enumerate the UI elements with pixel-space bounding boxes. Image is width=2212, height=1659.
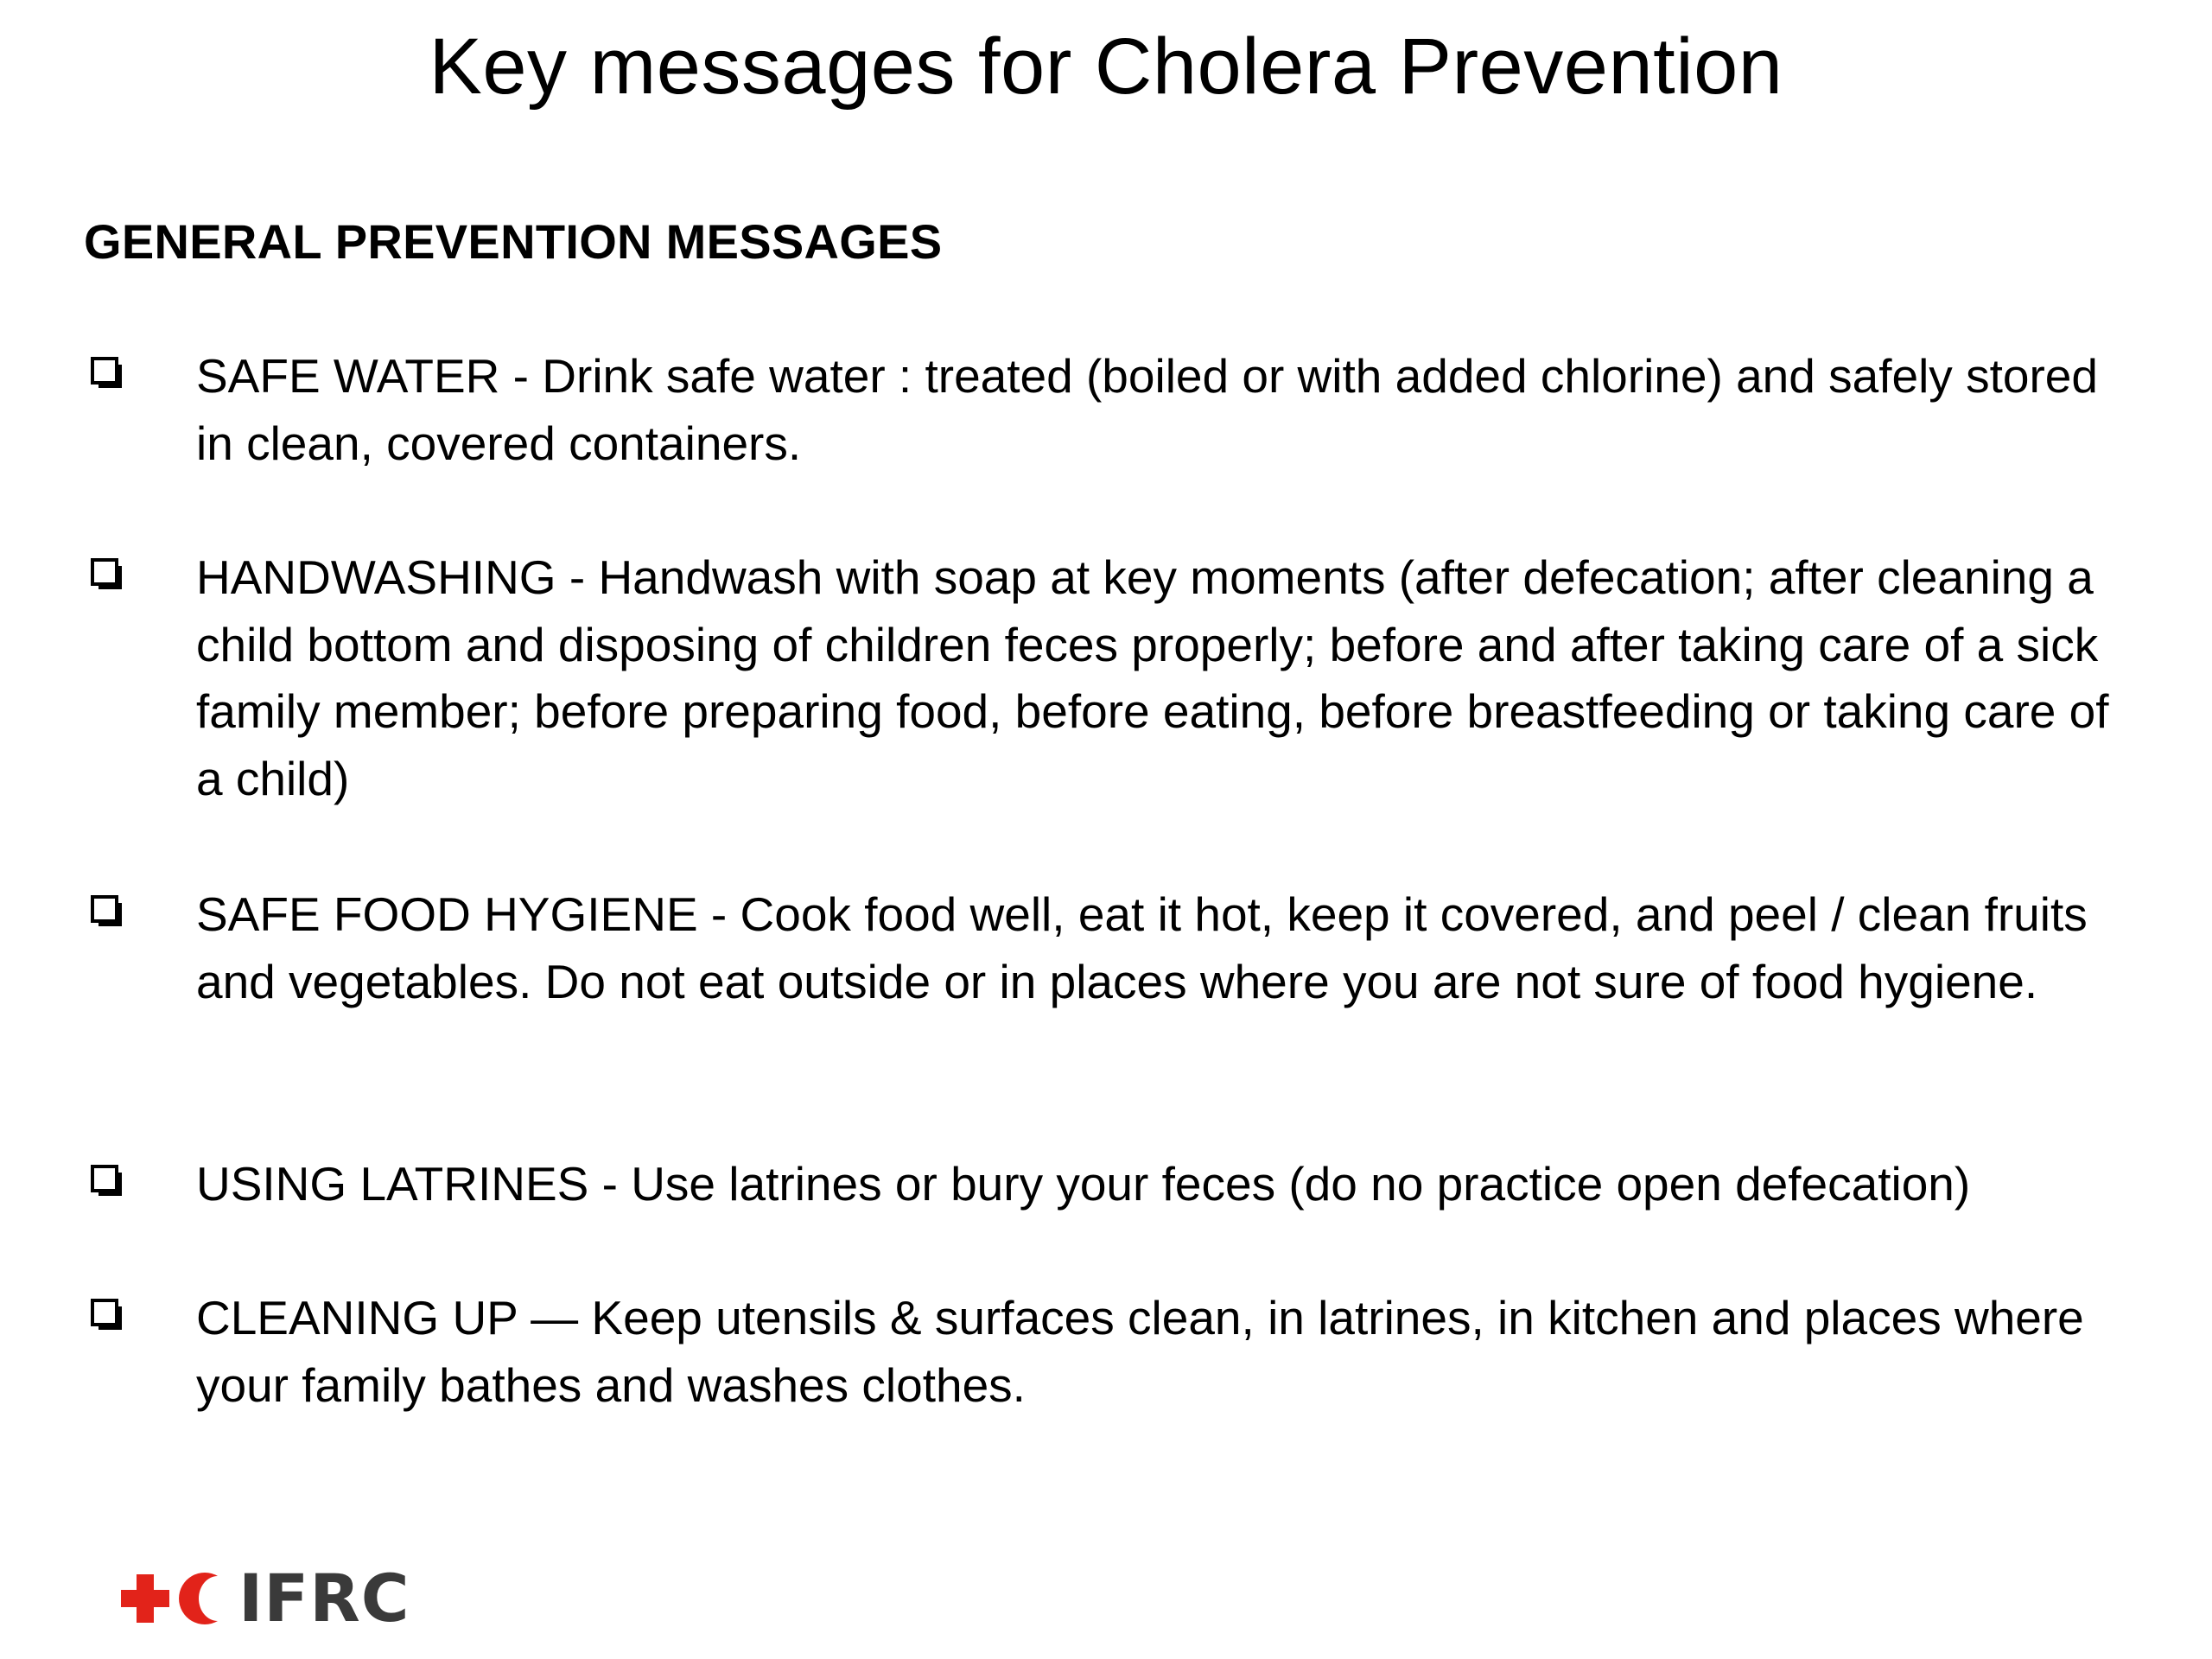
checkbox-icon (91, 895, 124, 928)
list-item-text: USING LATRINES - Use latrines or bury your feces (do no practice open defecation) (196, 1157, 1971, 1211)
list-item-text: SAFE WATER - Drink safe water : treated (boiled or with added chlorine) and safely stored in clean, covered containers. (196, 349, 2098, 470)
checkbox-icon (91, 558, 124, 591)
checkbox-icon (91, 357, 124, 390)
section-heading: GENERAL PREVENTION MESSAGES (84, 214, 943, 269)
list-item-text: SAFE FOOD HYGIENE - Cook food well, eat it hot, keep it covered, and peel / clean fruits and vegetables. Do not eat outside or in places where you are not sure of food hygiene. (196, 887, 2088, 1008)
page-title: Key messages for Cholera Prevention (429, 22, 1783, 111)
list-item-text: HANDWASHING - Handwash with soap at key moments (after defecation; after cleaning a child bottom and disposing of children feces properly; before and after taking care of a sick family member; before preparing food, before eating, before breastfeeding or taking care of a child) (196, 550, 2109, 805)
checkbox-icon (91, 1165, 124, 1198)
logo-text: IFRC (238, 1560, 410, 1637)
ifrc-logo (121, 1560, 410, 1637)
checkbox-icon (91, 1299, 124, 1332)
list-item-text: CLEANING UP — Keep utensils & surfaces clean, in latrines, in kitchen and places where your family bathes and washes clothes. (196, 1291, 2084, 1412)
red-cross-red-crescent-icon (121, 1564, 232, 1633)
